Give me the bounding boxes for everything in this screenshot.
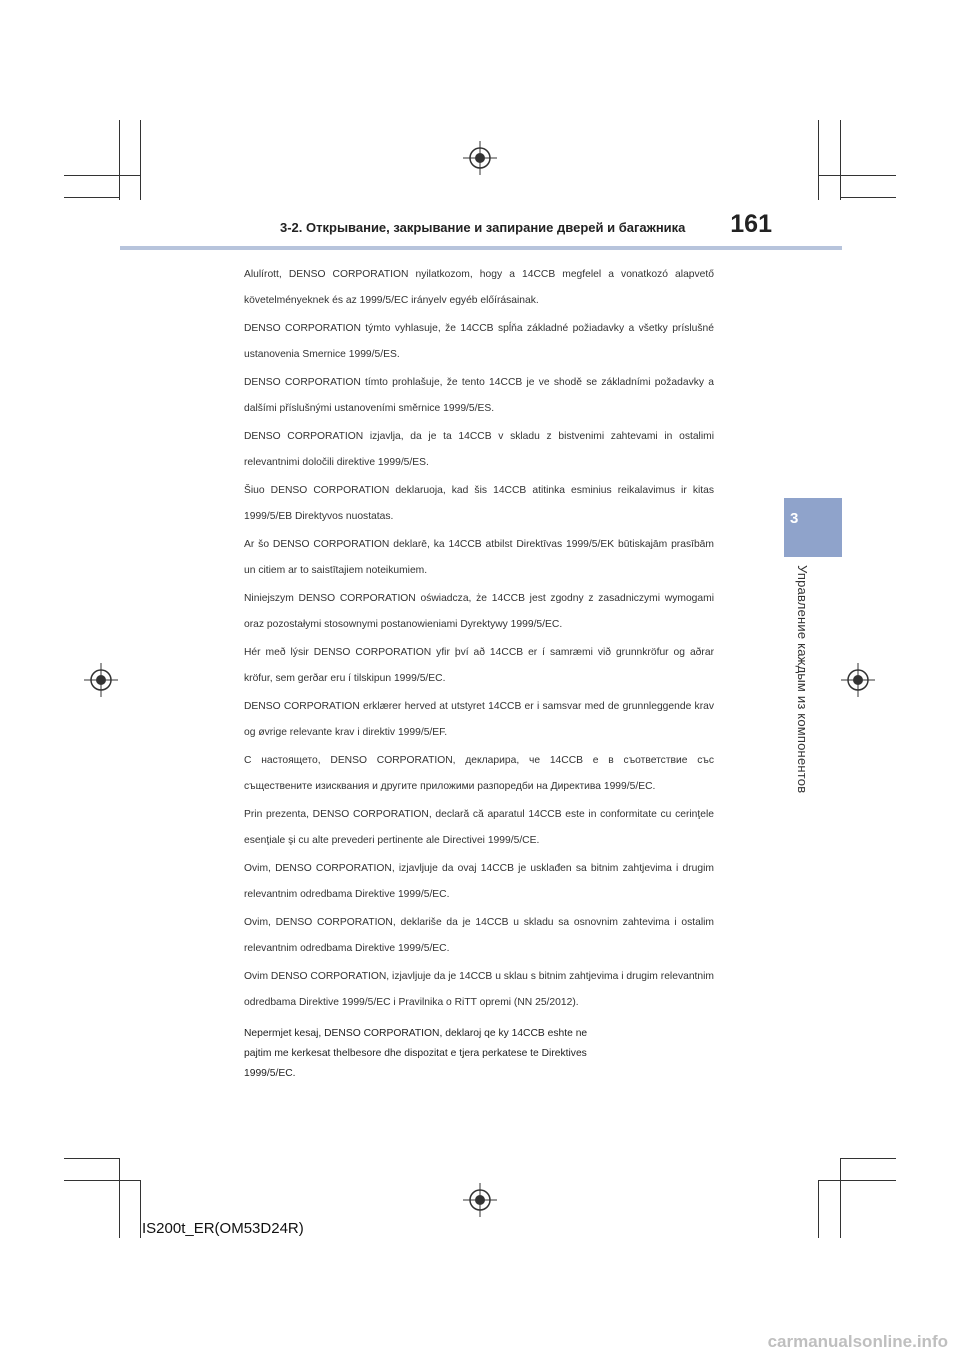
registration-mark-icon <box>84 663 118 697</box>
crop-mark <box>64 1158 119 1159</box>
crop-mark <box>818 1180 819 1238</box>
paragraph-sr: Ovim, DENSO CORPORATION, deklariše da je 14CCB u skladu sa osnovnim zahtevima i ostalim relevantnim odredbama Direktive 1999/5/EC. <box>244 917 714 954</box>
crop-mark <box>140 1180 141 1238</box>
watermark: carmanualsonline.info <box>767 1332 948 1351</box>
chapter-tab <box>784 498 842 557</box>
crop-mark <box>818 120 819 200</box>
paragraph-lv: Ar šo DENSO CORPORATION deklarē, ka 14CCB atbilst Direktīvas 1999/5/EK būtiskajām prasībām un citiem ar to saistītajiem noteikumiem. <box>244 539 714 576</box>
crop-mark <box>818 175 896 176</box>
section-title: 3-2. Открывание, закрывание и запирание дверей и багажника <box>280 220 686 235</box>
paragraph-is: Hér með lýsir DENSO CORPORATION yfir því að 14CCB er í samræmi við grunnkröfur og aðrar kröfur, sem gerðar eru í tilskipun 1999/5/EC. <box>244 647 714 684</box>
crop-mark <box>140 120 141 200</box>
paragraph-lt: Šiuo DENSO CORPORATION deklaruoja, kad šis 14CCB atitinka esminius reikalavimus ir kitas 1999/5/EB Direktyvos nuostatas. <box>244 485 714 522</box>
registration-mark-icon <box>841 663 875 697</box>
crop-mark <box>64 1180 140 1181</box>
paragraph-sl: DENSO CORPORATION izjavlja, da je ta 14CCB v skladu z bistvenimi zahtevami in ostalimi relevantnimi določili direktive 1999/5/ES. <box>244 431 714 468</box>
paragraph-sk: DENSO CORPORATION týmto vyhlasuje, že 14CCB spĺňa základné požiadavky a všetky príslušné ustanovenia Smernice 1999/5/ES. <box>244 323 714 360</box>
crop-mark <box>840 1158 841 1238</box>
registration-mark-icon <box>463 141 497 175</box>
chapter-number: 3 <box>790 510 799 527</box>
crop-mark <box>119 1158 120 1238</box>
chapter-label: Управление каждым из компонентов <box>795 565 810 794</box>
declaration-text <box>244 262 714 1094</box>
paragraph-bs: Ovim, DENSO CORPORATION, izjavljuje da ovaj 14CCB je usklađen sa bitnim zahtjevima i drugim relevantnim odredbama Direktive 1999/5/EC. <box>244 863 714 900</box>
crop-mark <box>64 197 119 198</box>
paragraph-bg: С настоящето, DENSO CORPORATION, декларира, че 14CCB е в съответствие със съществените изисквания и другите приложими разпоредби на Директива 1999/5/EC. <box>244 755 714 792</box>
paragraph-ro: Prin prezenta, DENSO CORPORATION, declară că aparatul 14CCB este in conformitate cu cerinţele esenţiale şi cu alte prevederi pertinente ale Directivei 1999/5/CE. <box>244 809 714 846</box>
crop-mark <box>840 1158 896 1159</box>
paragraph-hr: Ovim DENSO CORPORATION, izjavljuje da je 14CCB u sklau s bitnim zahtjevima i drugim relevantnim odredbama Direktive 1999/5/EC i Pravilnika o RiTT opremi (NN 25/2012). <box>244 971 714 1008</box>
paragraph-sq: Nepermjet kesaj, DENSO CORPORATION, deklaroj qe ky 14CCB eshte ne pajtim me kerkesat thelbesore dhe dispozitat e tjera perkatese te Direktives 1999/5/EC. <box>244 1028 588 1079</box>
page-number: 161 <box>730 210 772 238</box>
document-code: IS200t_ER(OM53D24R) <box>142 1220 304 1237</box>
crop-mark <box>64 175 140 176</box>
registration-mark-icon <box>463 1183 497 1217</box>
crop-mark <box>119 120 120 200</box>
paragraph-no: DENSO CORPORATION erklærer herved at utstyret 14CCB er i samsvar med de grunnleggende krav og øvrige relevante krav i direktiv 1999/5/EF. <box>244 701 714 738</box>
crop-mark <box>840 120 841 200</box>
page-header <box>120 210 842 250</box>
crop-mark <box>818 1180 896 1181</box>
paragraph-cz: DENSO CORPORATION tímto prohlašuje, že tento 14CCB je ve shodě se základními požadavky a dalšími příslušnými ustanoveními směrnice 1999/5/ES. <box>244 377 714 414</box>
crop-mark <box>840 197 896 198</box>
paragraph-hu: Alulírott, DENSO CORPORATION nyilatkozom, hogy a 14CCB megfelel a vonatkozó alapvető követelményeknek és az 1999/5/EC irányelv egyéb előírásainak. <box>244 269 714 306</box>
paragraph-pl: Niniejszym DENSO CORPORATION oświadcza, że 14CCB jest zgodny z zasadniczymi wymogami oraz pozostałymi stosownymi postanowieniami Dyrektywy 1999/5/EC. <box>244 593 714 630</box>
